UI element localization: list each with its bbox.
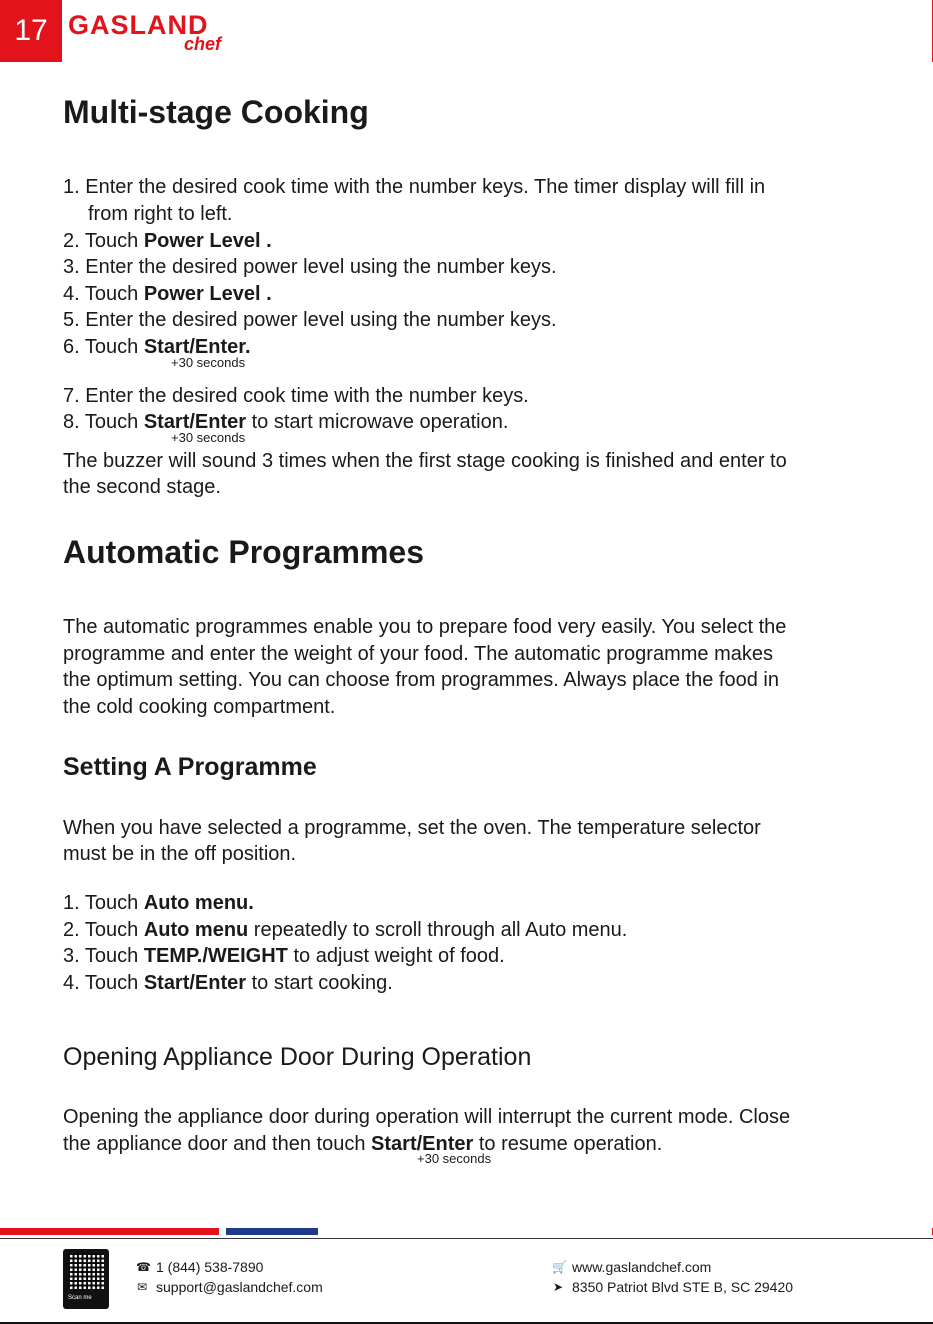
qr-code-pattern (68, 1253, 104, 1289)
qr-code (63, 1249, 109, 1309)
logo-sub-text: chef (184, 34, 222, 54)
cart-icon: 🛒 (552, 1260, 567, 1274)
page-number: 17 (0, 0, 62, 62)
keyword-auto-menu: Auto menu. (143, 892, 254, 914)
door-paragraph-line-1: Opening the appliance door during operation will interrupt the current mode. Close (63, 1106, 791, 1128)
footer-phone: ☎ 1 (844) 538-7890 (136, 1259, 264, 1275)
email-icon: ✉ (136, 1280, 148, 1294)
section-title-multistage: Multi-stage Cooking (63, 94, 369, 130)
auto-paragraph-line-1: The automatic programmes enable you to prepare food very easily. You select the (63, 616, 787, 638)
section-title-setting-programme: Setting A Programme (63, 753, 317, 781)
step-1-line-2: from right to left. (88, 203, 233, 225)
phone-icon: ☎ (136, 1260, 151, 1274)
keyword-start-enter: Start/Enter (371, 1133, 474, 1155)
setting-step-3: 3. Touch TEMP./WEIGHT to adjust weight of food. (63, 945, 505, 967)
buzzer-paragraph-line-1: The buzzer will sound 3 times when the first stage cooking is finished and enter to (63, 450, 787, 472)
keyword-start-enter: Start/Enter. (143, 336, 251, 358)
footer-website: 🛒 www.gaslandchef.com (552, 1259, 712, 1275)
keyword-power-level: Power Level . (143, 283, 272, 305)
step-7: 7. Enter the desired cook time with the number keys. (63, 385, 529, 407)
auto-paragraph-line-4: the cold cooking compartment. (63, 696, 336, 718)
qr-label: Scan me (68, 1295, 92, 1301)
footer-rule (0, 1238, 933, 1239)
auto-paragraph-line-2: programme and enter the weight of your food. The automatic programme makes (63, 643, 773, 665)
location-icon: ➤ (552, 1280, 564, 1294)
keyword-auto-menu: Auto menu (143, 919, 249, 941)
section-title-opening-door: Opening Appliance Door During Operation (63, 1043, 532, 1071)
step-4: 4. Touch Power Level . (63, 283, 272, 305)
step-5: 5. Enter the desired power level using the number keys. (63, 309, 557, 331)
section-title-automatic: Automatic Programmes (63, 534, 424, 570)
buzzer-paragraph-line-2: the second stage. (63, 476, 221, 498)
step-3: 3. Enter the desired power level using the number keys. (63, 256, 557, 278)
keyword-temp-weight: TEMP./WEIGHT (143, 945, 288, 967)
setting-paragraph-line-2: must be in the off position. (63, 843, 297, 865)
footer-red-bar (0, 1228, 219, 1235)
logo-main-text: GASLAND (68, 10, 209, 40)
footer-address: ➤ 8350 Patriot Blvd STE B, SC 29420 (552, 1279, 794, 1295)
brand-logo (68, 8, 238, 54)
footer-email: ✉ support@gaslandchef.com (136, 1279, 323, 1295)
note-plus-30-seconds: +30 seconds (417, 1151, 492, 1166)
door-paragraph-line-2: the appliance door and then touch Start/Enter to resume operation. (63, 1133, 663, 1155)
note-plus-30-seconds: +30 seconds (171, 430, 246, 445)
auto-paragraph-line-3: the optimum setting. You can choose from programmes. Always place the food in (63, 669, 779, 691)
setting-paragraph-line-1: When you have selected a programme, set the oven. The temperature selector (63, 817, 761, 839)
note-plus-30-seconds: +30 seconds (171, 355, 246, 370)
keyword-power-level: Power Level . (143, 230, 272, 252)
step-6: 6. Touch Start/Enter. (63, 336, 251, 358)
step-8: 8. Touch Start/Enter to start microwave operation. (63, 411, 509, 433)
footer-blue-bar (226, 1228, 318, 1235)
keyword-start-enter: Start/Enter (143, 972, 247, 994)
step-2: 2. Touch Power Level . (63, 230, 272, 252)
setting-step-2: 2. Touch Auto menu repeatedly to scroll through all Auto menu. (63, 919, 628, 941)
setting-step-1: 1. Touch Auto menu. (63, 892, 254, 914)
setting-step-4: 4. Touch Start/Enter to start cooking. (63, 972, 393, 994)
step-1-line-1: 1. Enter the desired cook time with the number keys. The timer display will fill in (63, 176, 766, 198)
keyword-start-enter: Start/Enter (143, 411, 247, 433)
